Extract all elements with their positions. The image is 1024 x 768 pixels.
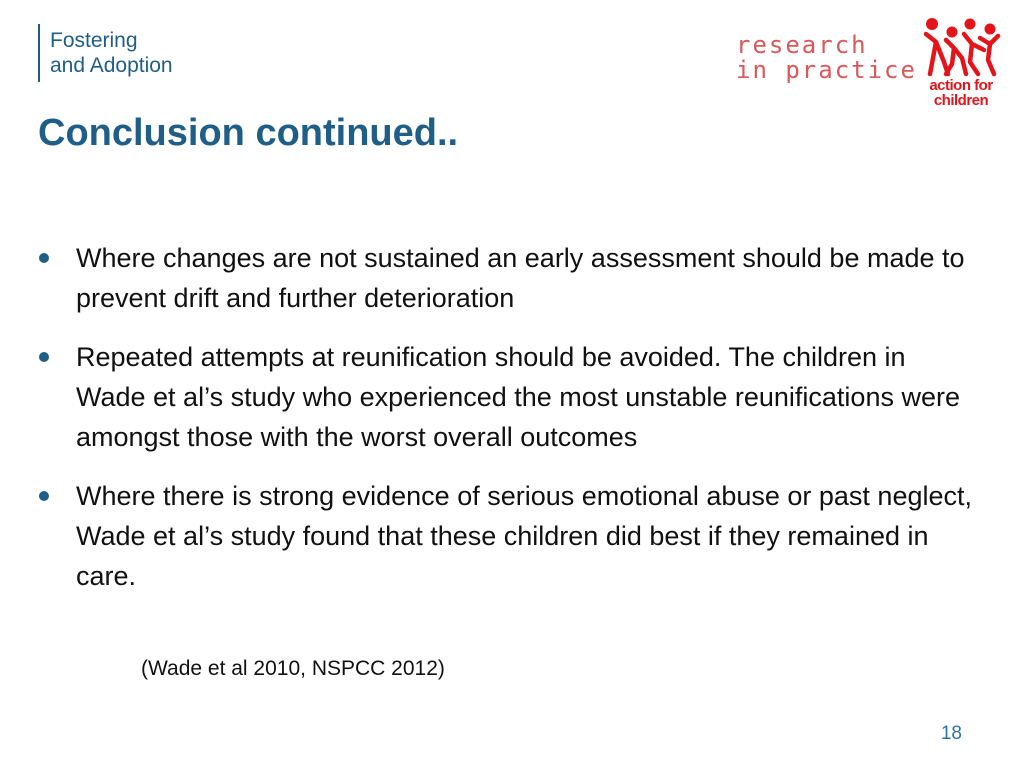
bullet-dot-icon — [39, 253, 49, 263]
bullet-dot-icon — [39, 491, 49, 501]
brand-text — [50, 24, 173, 82]
bullet-text: Where there is strong evidence of serious emotional abuse or past neglect, Wade et al’s study found that these children did best if they remained in care. — [76, 481, 972, 591]
afc-logo-line-2: children — [933, 92, 989, 109]
bullet-text: Repeated attempts at reunification should be avoided. The children in Wade et al’s study who experienced the most unstable reunifications were amongst those with the worst overall outcomes — [76, 342, 960, 452]
rip-logo-line-2: in practice — [736, 56, 917, 85]
rip-logo-line-1: research — [736, 31, 868, 59]
fostering-adoption-brand — [38, 24, 173, 82]
page-number: 18 — [940, 723, 962, 744]
bullet-list — [76, 238, 976, 615]
brand-line-1: Fostering — [50, 28, 138, 52]
bullet-item — [76, 476, 976, 596]
bullet-text: Where changes are not sustained an early assessment should be made to prevent drift and further deterioration — [76, 243, 965, 313]
action-for-children-logo — [920, 14, 1002, 114]
slide-title: Conclusion continued.. — [38, 112, 459, 154]
bullet-dot-icon — [39, 352, 49, 362]
bullet-item — [76, 337, 976, 457]
brand-divider — [38, 24, 40, 82]
afc-logo-line-1: action for — [929, 77, 993, 94]
bullet-item — [76, 238, 976, 318]
brand-line-2: and Adoption — [50, 54, 173, 77]
children-figures-icon — [920, 14, 1002, 78]
research-in-practice-logo — [736, 33, 917, 83]
citation: (Wade et al 2010, NSPCC 2012) — [141, 657, 445, 680]
